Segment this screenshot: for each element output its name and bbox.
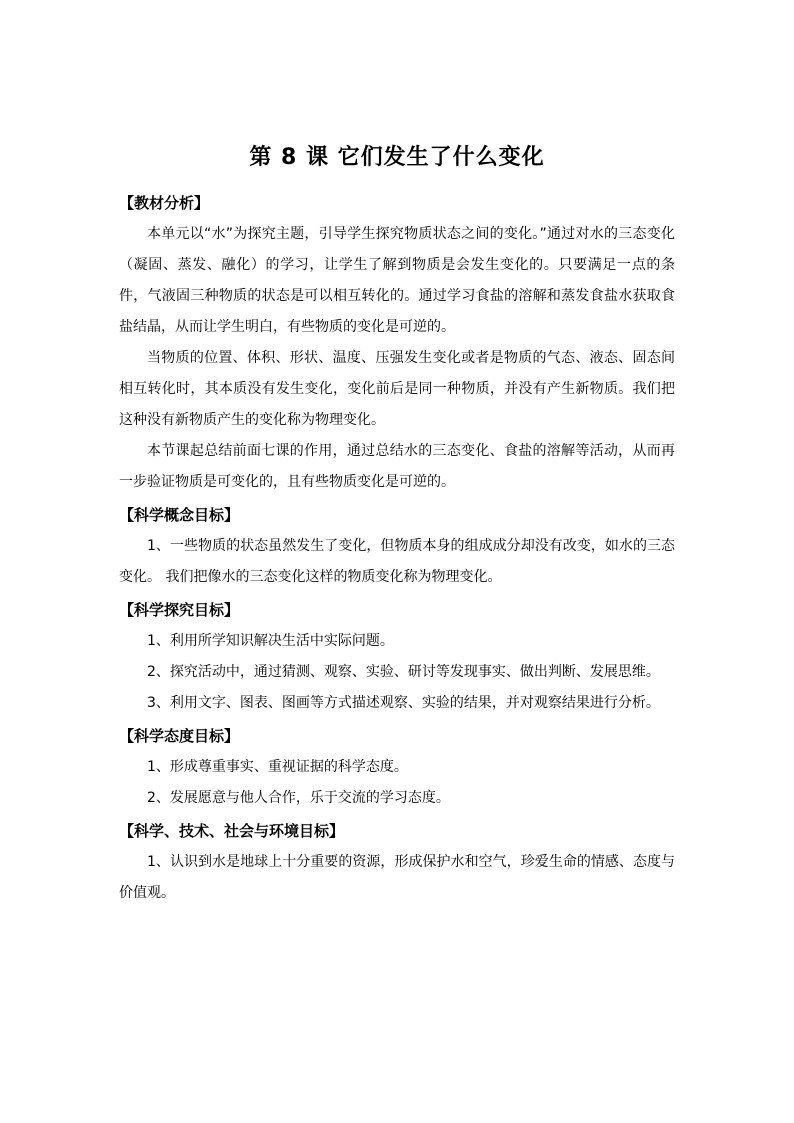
section-heading: 【科学态度目标】: [119, 727, 240, 745]
paragraph: 2、探究活动中，通过猜测、观察、实验、研讨等发现事实、做出判断、发展思维。: [147, 664, 660, 680]
paragraph: 1、认识到水是地球上十分重要的资源，形成保护水和空气，珍爱生命的情感、态度与价值观。: [119, 854, 675, 901]
paragraph: 2、发展愿意与他人合作，乐于交流的学习态度。: [147, 790, 450, 806]
section-stse-goals: [119, 816, 675, 909]
paragraph: 本节课起总结前面七课的作用，通过总结水的三态变化、食盐的溶解等活动，从而再一步验证物质是可变化的，且有些物质变化是可逆的。: [119, 443, 675, 490]
section-heading: 【科学概念目标】: [119, 506, 240, 524]
section-textbook-analysis: [119, 188, 675, 498]
section-science-concept-goals: [119, 500, 675, 593]
paragraph: 3、利用文字、图表、图画等方式描述观察、实验的结果，并对观察结果进行分析。: [147, 695, 660, 711]
page-title: 第 8 课 它们发生了什么变化: [249, 145, 545, 170]
paragraph: 1、一些物质的状态虽然发生了变化，但物质本身的组成成分却没有改变，如水的三态变化。 我们把像水的三态变化这样的物质变化称为物理变化。: [119, 538, 675, 585]
paragraph: 当物质的位置、体积、形状、温度、压强发生变化或者是物质的气态、液态、固态间相互转化时，其本质没有发生变化，变化前后是同一种物质，并没有产生新物质。我们把这种没有新物质产生的变化称为物理变化。: [119, 350, 675, 428]
section-science-attitude-goals: [119, 721, 675, 814]
document-page: [119, 138, 675, 911]
section-heading: 【教材分析】: [119, 194, 210, 212]
paragraph: 1、形成尊重事实、重视证据的科学态度。: [147, 759, 408, 775]
section-heading: 【科学探究目标】: [119, 601, 240, 619]
paragraph: 本单元以“水”为探究主题，引导学生探究物质状态之间的变化。”通过对水的三态变化（凝固、蒸发、融化）的学习，让学生了解到物质是会发生变化的。只要满足一点的条件，气液固三种物质的状态是可以相互转化的。通过学习食盐的溶解和蒸发食盐水获取食盐结晶，从而让学生明白，有些物质的变化是可逆的。: [119, 226, 675, 335]
paragraph: 1、利用所学知识解决生活中实际问题。: [147, 633, 394, 649]
section-heading: 【科学、技术、社会与环境目标】: [119, 822, 345, 840]
section-science-inquiry-goals: [119, 595, 675, 719]
